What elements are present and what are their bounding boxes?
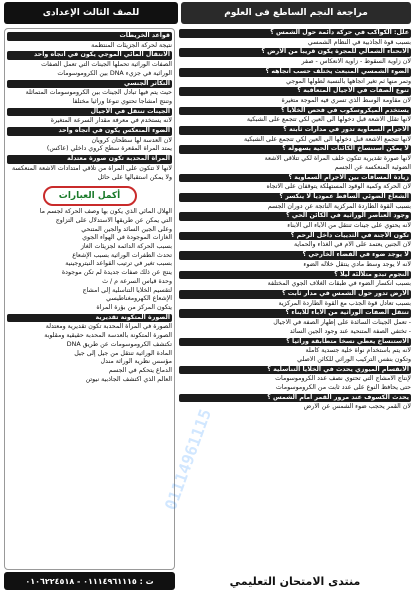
- answer-line: لأن الجنين يعتمد على الأم في الغذاء والحماية: [294, 241, 411, 249]
- answer-line: الضوئية المنعكسة عن الجسم: [334, 163, 411, 171]
- answer-line: لإنتاج الأمشاج التي تحتوي نصف عدد الكروموسومات: [275, 375, 411, 383]
- question-line: وجود العناصر الوراثية في الكائن الحي ؟: [179, 212, 411, 221]
- answer-line: الصورة في المرآة المحدبة تكون تقديرية ومعتدلة: [45, 323, 172, 331]
- question-line: النجوم تبدو متلألئة ليلا ؟: [179, 271, 411, 280]
- answer-line: الهلال المائي الذي يكون بها وصف الحركة لجسم ما: [39, 208, 172, 216]
- answer-line: يمتد المرآة المقعرة سطح كروي داخلي (عاكس): [46, 145, 172, 153]
- answer-line: ولا يمكن استقبالها على حائل: [97, 173, 172, 181]
- answer-line: بسبب قوة الجاذبية في النظام الشمسي: [307, 38, 411, 46]
- question-line: الانتقال المائي الموجي يكون في اتجاه واحد: [7, 51, 172, 60]
- answer-line: لأنه يتم باستخدام نواة خلية جسدية كاملة: [305, 347, 411, 355]
- answer-line: لأنه يستخدم في معرفة مقدار السرعة المتغيرة: [50, 117, 172, 125]
- page-footer: [4, 572, 411, 590]
- question-line: علل: الكواكب في حركة دائمة حول الشمس ؟: [179, 29, 411, 38]
- answer-line: لأن القمر يحجب ضوء الشمس عن الأرض: [303, 403, 411, 411]
- section-badge: [43, 186, 137, 206]
- question-line: الاستنساخ يعطي نسخا متطابقة وراثيا ؟: [179, 338, 411, 347]
- section-badge-label: أكمل العبارات: [58, 191, 121, 202]
- answer-line: الدماغ يتحكم في الجسم: [108, 366, 172, 374]
- right-column: [179, 28, 411, 570]
- answer-line: لأنها تقلل الأشعة قبل دخولها الى العين لكي تتجمع على الشبكية: [246, 116, 411, 124]
- question-line: الأرض تدور حول الشمس في مدار ثابت ؟: [179, 290, 411, 299]
- answer-line: وحدة قياس السرعة م / ث: [102, 277, 172, 285]
- question-line: التكاثر الجنسي: [7, 80, 172, 89]
- left-column: [4, 28, 175, 570]
- content-columns: [4, 28, 411, 570]
- question-line: الجينات تنتقل في الأجيال: [7, 108, 172, 117]
- answer-line: بسبب تغير في ترتيب القواعد النيتروجينية: [65, 260, 172, 268]
- answer-line: لأن الحركة وكمية الوقود المستهلكة يتوقفان على الاتجاه: [266, 183, 411, 191]
- phone-watermark: 01114961115: [160, 406, 216, 513]
- answer-line: حيث يتم فيها تبادل الجينات بين الكروموسومات المتماثلة: [25, 89, 172, 97]
- question-line: قواعد الخريطات: [7, 32, 172, 41]
- answer-line: لأنها تتجمع الأشعة قبل دخولها الى العين لكي تتجمع على الشبكية: [244, 135, 411, 143]
- page-header: [4, 2, 411, 24]
- question-line: الصورة المتكونة تقديرية: [7, 314, 172, 323]
- question-line: الضوء المنعكس يكون في اتجاه واحد: [7, 127, 172, 136]
- question-line: تنتقل الصفات الوراثية من الآباء للأبناء ؟: [179, 309, 411, 318]
- question-line: تنوع الصفات في الأجيال المتعاقبة ؟: [179, 87, 411, 96]
- answer-line: بسبب القوة الطاردة المركزية الناتجة عن دوران الجسم: [267, 202, 411, 210]
- answer-line: لأنه يحتوي على جينات تنتقل من الآباء الى الأبناء: [287, 222, 411, 230]
- question-line: يستخدم الميكروسكوب في فحص الخلايا ؟: [179, 107, 411, 116]
- contact-phones: ت : ٠١١١٤٩٦١١١٥ - ٠١٠٦٢٢٤٥١٨: [4, 572, 175, 590]
- answer-line: وتمر منها ثم تغير اتجاهها بالنسبة لطولها الموجي: [286, 77, 411, 85]
- answer-line: لأنها صورة تقديرية تتكون خلف المرآة لكي تتلاقى الأشعة: [264, 155, 411, 163]
- answer-line: يتكون المركز من بؤرة المرآة: [96, 303, 172, 311]
- answer-line: الوراثية في جزيء DNA بين الكروموسومات: [57, 69, 172, 77]
- answer-line: بسبب الحركة الدائمة لجزيئات الغاز: [80, 243, 172, 251]
- answer-line: وتكون بنفس التركيب الوراثي للكائن الأصلي: [297, 355, 411, 363]
- answer-line: حتى يحافظ النوع على عدد ثابت من الكروموسومات: [275, 384, 411, 392]
- question-line: يحدث الكسوف عند مرور القمر أمام الشمس ؟: [179, 394, 411, 403]
- answer-line: مؤسس نظرية الوراثة مندل: [100, 358, 172, 366]
- answer-line: - تختفي الصفة المتنحية عند وجود الجين السائد: [289, 327, 411, 335]
- question-line: لا يمكن استنساخ الكائنات الحية بسهولة ؟: [179, 145, 411, 154]
- question-line: الانقسام الميوزي يحدث في الخلايا التناسلية ؟: [179, 366, 411, 375]
- answer-line: لأن زاوية السقوط - زاوية الانعكاس - صفر: [301, 58, 411, 66]
- answer-line: المادة الوراثية تنتقل من جيل إلى جيل: [74, 349, 172, 357]
- answer-line: لأن مقاومة الوسط الذي تسري فيه الموجة متغيرة: [281, 96, 411, 104]
- answer-line: وعلى الجين السائد والجين المتنحي: [81, 225, 172, 233]
- answer-line: لأنها لا تتكون على المرآة من تلاقي امتدادات الأشعة المنعكسة: [12, 164, 172, 172]
- answer-line: الصورة المتكونة بالعدسة المحدبة حقيقية ومقلوبة: [44, 332, 172, 340]
- question-line: الضوء الشمسي المنبعث يختلف حسب اتجاهه ؟: [179, 68, 411, 77]
- answer-line: نتيجة لحركة الجزيئات المنتظمة: [91, 41, 172, 49]
- answer-line: بسبب انكسار الضوء في طبقات الغلاف الجوي المختلفة: [267, 280, 411, 288]
- answer-line: لأن العدسة لها سطحان كرويان: [91, 136, 172, 144]
- answer-line: الغازات الموجودة في الهواء الجوي: [82, 234, 172, 242]
- answer-line: تحدث الطفرات الوراثية بسبب الإشعاع: [72, 251, 172, 259]
- question-line: الشعاع الضوئي الساقط عموديا لا ينكسر ؟: [179, 193, 411, 202]
- answer-line: الإشعاع الكهرومغناطيسي: [106, 295, 172, 303]
- answer-line: التي يمكن عن طريقها الاستدلال على التزاوج: [55, 216, 172, 224]
- answer-line: بسبب تعادل قوة الجذب مع القوة الطاردة المركزية: [278, 299, 411, 307]
- answer-line: ينتج عن ذلك صفات جديدة لم تكن موجودة: [61, 269, 172, 277]
- answer-line: لأنه لا يوجد وسط مادي ينتقل خلاله الضوء: [303, 260, 411, 268]
- answer-line: لتقسيم الخلايا التناسلية إلى أمشاج: [82, 286, 172, 294]
- question-line: الانحناء الشمالي للمجرة يكون قريبا من الأرض ؟: [179, 48, 411, 57]
- answer-line: العالم الذي اكتشف الجاذبية نيوتن: [85, 375, 172, 383]
- question-line: تكون الأجنة في الثدييات داخل الرحم ؟: [179, 232, 411, 241]
- answer-line: وتنتج أمشاجا تحتوي تنوعا وراثيا مختلفا: [72, 97, 172, 105]
- answer-line: - تعمل الجينات السائدة على إظهار الصفة في الأجيال: [273, 319, 411, 327]
- question-line: المرآة المحدبة تكون صورة معتدلة: [7, 155, 172, 164]
- answer-line: تكتشف الكروموسومات عن طريق DNA: [66, 340, 172, 348]
- grade-label: للصف الثالث الإعدادى: [4, 2, 178, 24]
- answer-line: الصفات الوراثية تحملها الجينات التي تعمل الصفات: [41, 61, 172, 69]
- question-line: الأجرام السماوية تدور في مدارات ثابتة ؟: [179, 126, 411, 135]
- page-title: مراجعة النجم الساطع فى العلوم: [181, 2, 411, 24]
- question-line: لا يوجد ضوء في الفضاء الخارجي ؟: [179, 251, 411, 260]
- forum-name: منتدى الامتحان التعليمي: [179, 572, 411, 590]
- question-line: زيادة المسافات بين الأجرام السماوية ؟: [179, 174, 411, 183]
